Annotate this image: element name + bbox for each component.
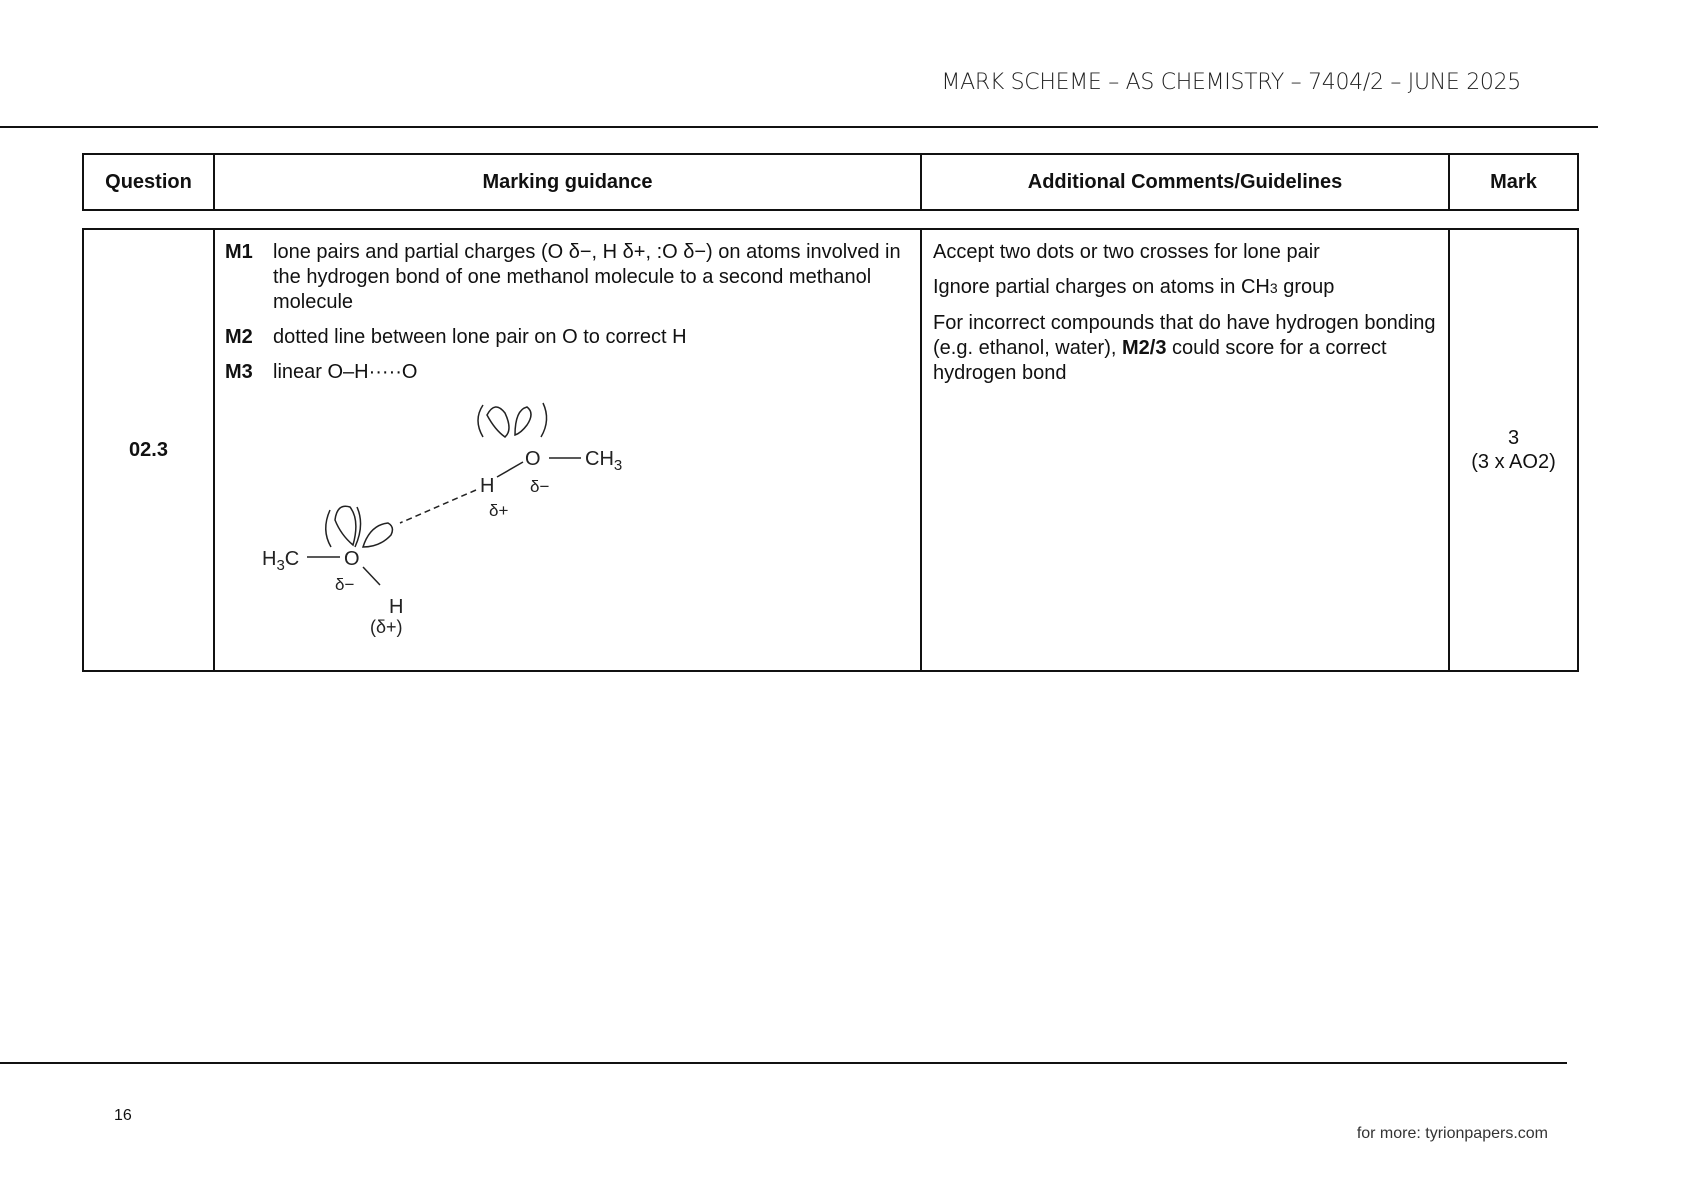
hydrogen-bond-diagram xyxy=(225,395,725,655)
hydrogen-2-label: H xyxy=(389,596,404,618)
code: M1 xyxy=(225,241,253,263)
guidance-cell xyxy=(214,229,921,671)
col-marking-guidance: Marking guidance xyxy=(214,154,921,210)
oxygen-2-label: O xyxy=(344,548,360,570)
page-header-title: MARK SCHEME – AS CHEMISTRY – 7404/2 – JUNE 2025 xyxy=(941,70,1521,95)
h3c-label: $H_3C$ xyxy=(262,548,300,574)
question-number: 02.3 xyxy=(83,229,214,671)
code: M3 xyxy=(225,361,253,383)
col-comments: Additional Comments/Guidelines xyxy=(921,154,1449,210)
delta-minus-2: δ− xyxy=(335,575,355,594)
delta-minus-1: δ− xyxy=(530,477,550,496)
ch3-label: $CH_3$ xyxy=(585,448,623,474)
mark-ao: (3 x AO2) xyxy=(1471,451,1556,473)
guidance-m1 xyxy=(225,240,910,315)
table-row xyxy=(83,229,1578,671)
guidance-m3 xyxy=(225,360,910,385)
oxygen-1-label: O xyxy=(525,448,541,470)
col-question: Question xyxy=(83,154,214,210)
mark-table xyxy=(82,228,1579,672)
mark-value: 3 xyxy=(1507,427,1520,449)
mark-cell xyxy=(1449,229,1578,671)
col-mark: Mark xyxy=(1449,154,1578,210)
text: dotted line between lone pair on O to correct H xyxy=(273,326,687,348)
comments-cell xyxy=(921,229,1449,671)
delta-plus-1: δ+ xyxy=(489,501,509,520)
text: linear O–H·····O xyxy=(273,361,418,383)
footer-rule xyxy=(0,1062,1567,1064)
header-table xyxy=(82,153,1579,211)
hydrogen-1-label: H xyxy=(480,475,495,497)
footer-link: for more: tyrionpapers.com xyxy=(1356,1125,1548,1142)
page-number: 16 xyxy=(114,1107,132,1124)
comment-3: For incorrect compounds that do have hydrogen bonding (e.g. ethanol, water), M2/3 could score for a correct hydrogen bond xyxy=(933,312,1436,384)
delta-plus-2: (δ+) xyxy=(370,617,403,637)
text: lone pairs and partial charges (O δ−, H δ+, :O δ−) on atoms involved in the hydrogen bond of one methanol molecule to a second methanol molecule xyxy=(273,241,901,313)
comment-2: Ignore partial charges on atoms in CH3 group xyxy=(933,276,1335,298)
comment-1: Accept two dots or two crosses for lone pair xyxy=(933,241,1320,263)
code: M2 xyxy=(225,326,253,348)
header-rule xyxy=(0,126,1598,128)
guidance-m2 xyxy=(225,325,910,350)
